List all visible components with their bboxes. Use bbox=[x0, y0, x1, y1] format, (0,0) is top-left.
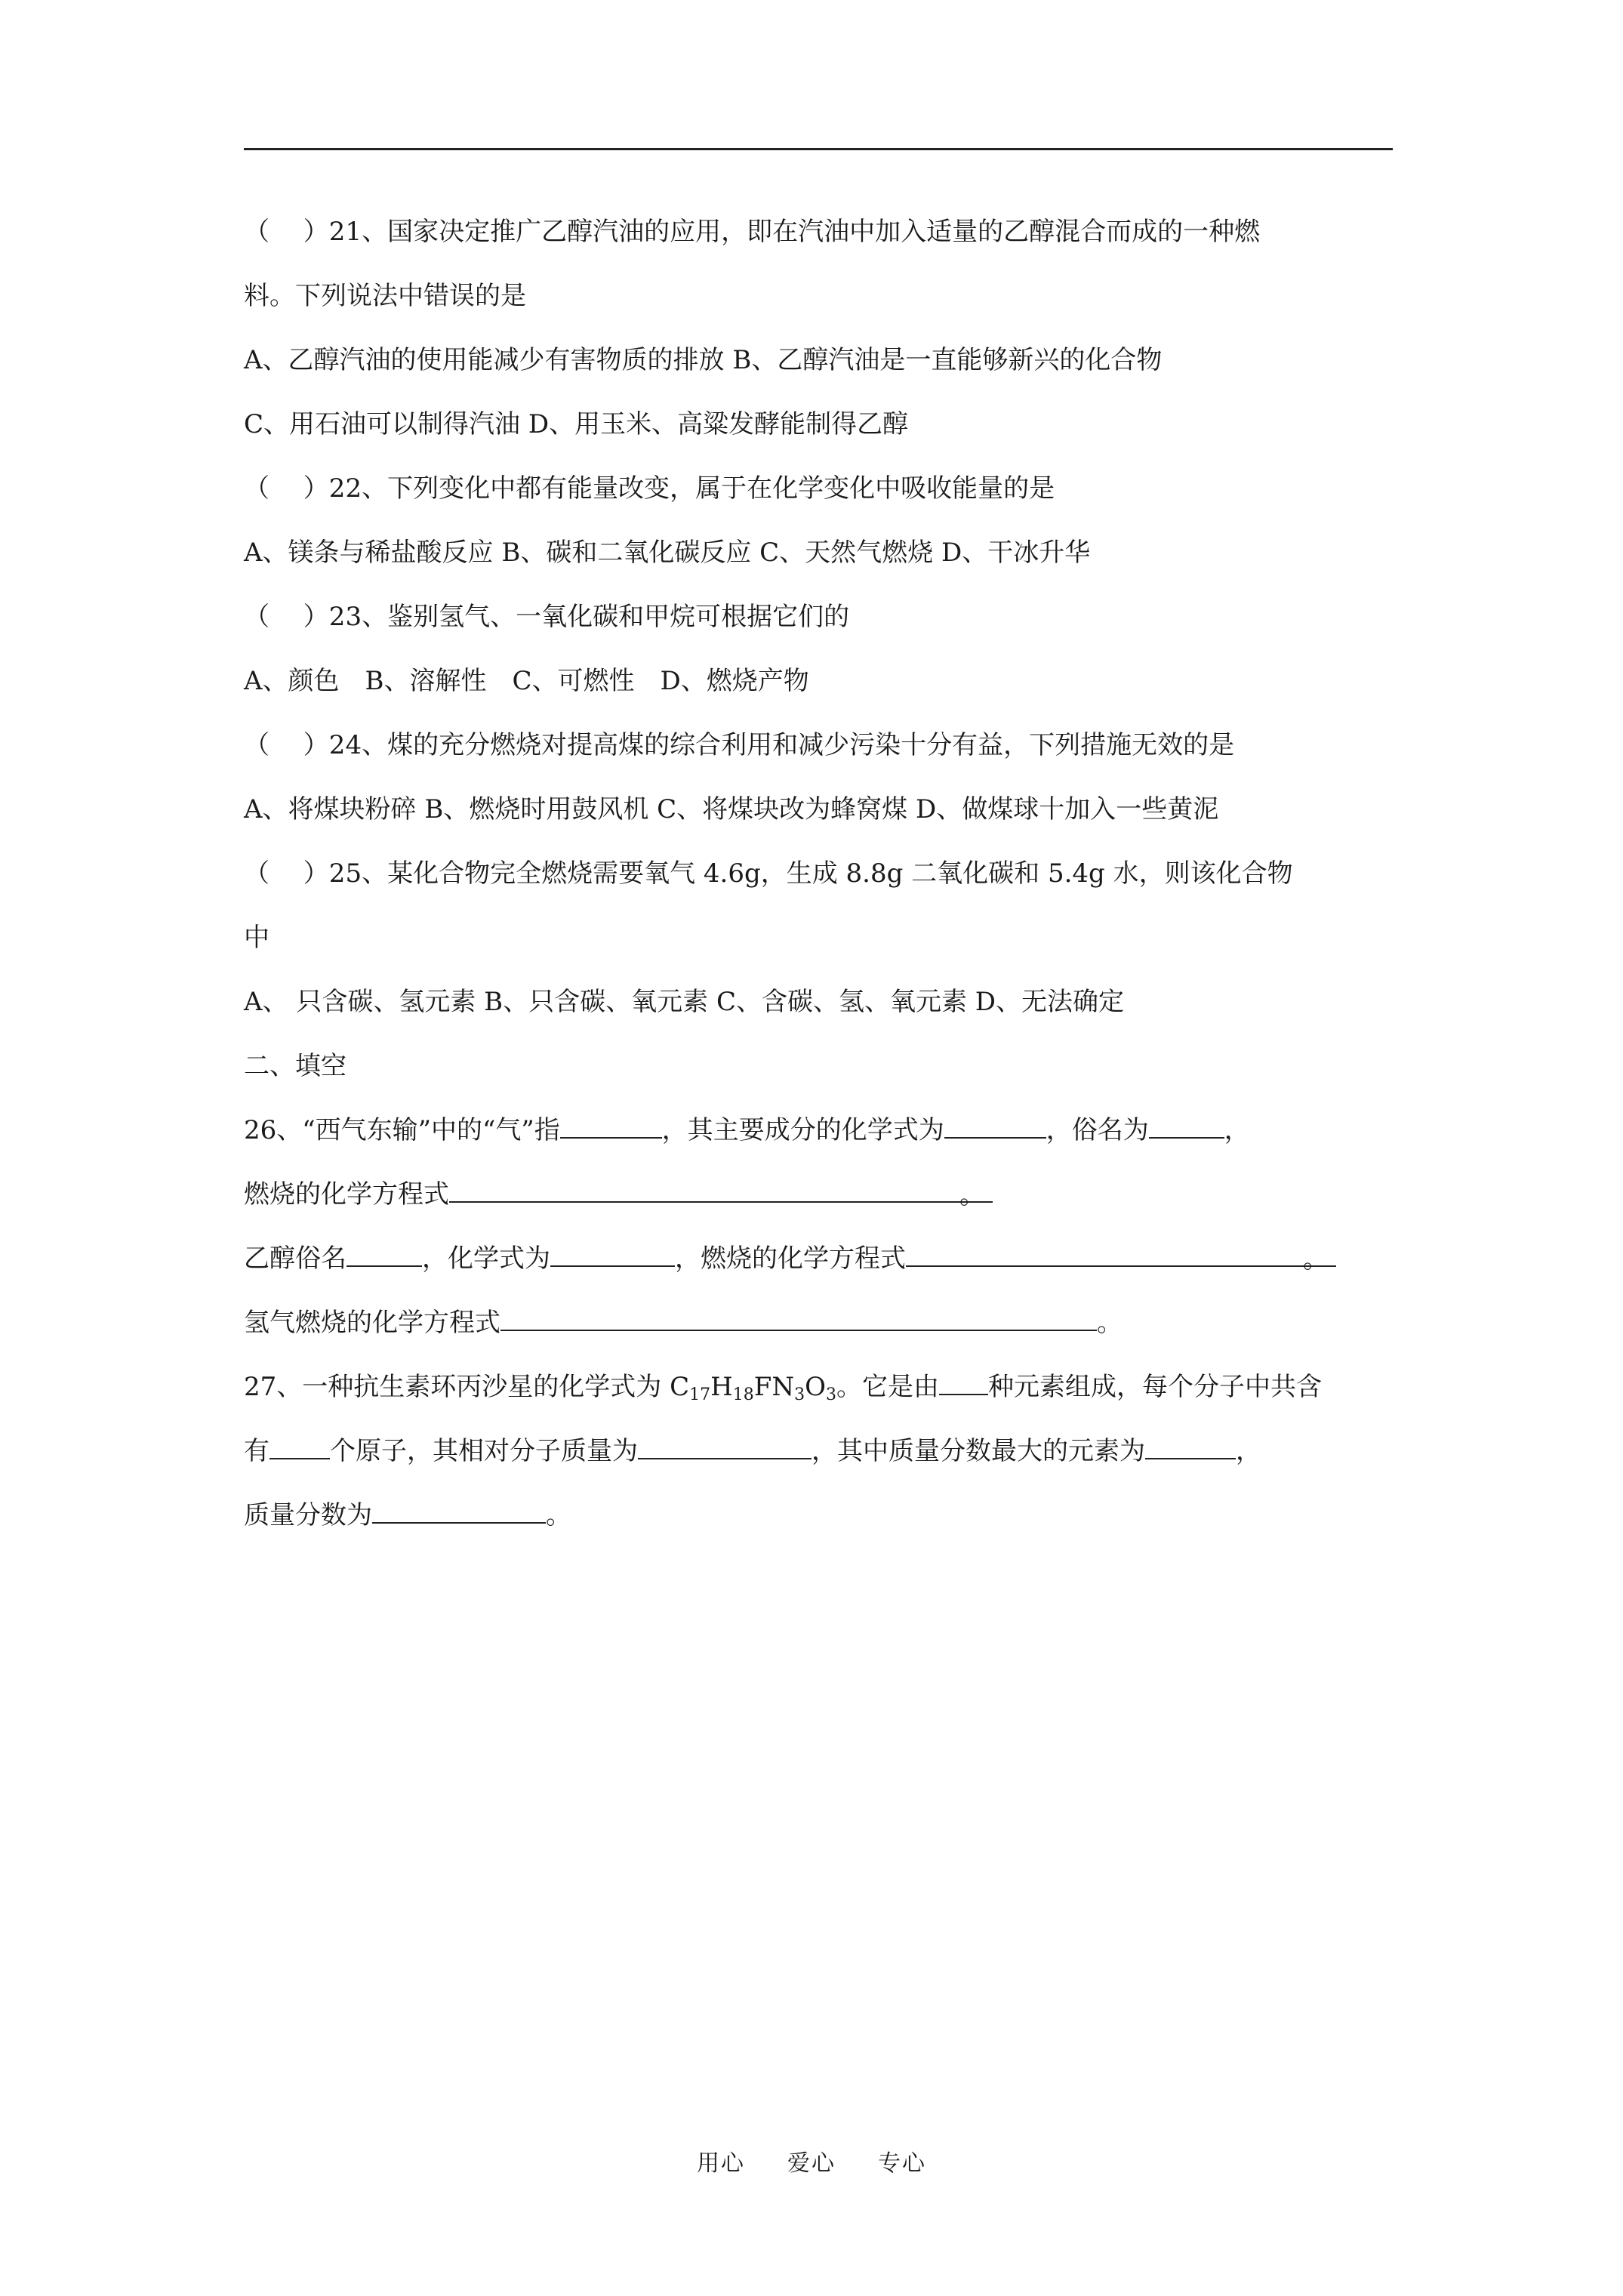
q22-stem: （ ）22、下列变化中都有能量改变，属于在化学变化中吸收能量的是 bbox=[244, 473, 1055, 504]
q26-period-2: 。 bbox=[1303, 1244, 1329, 1274]
section-title-fill-in: 二、填空 bbox=[244, 1051, 346, 1081]
q21-stem-line2: 料。下列说法中错误的是 bbox=[244, 281, 526, 311]
q27-sub-n: 3 bbox=[794, 1385, 805, 1404]
q23-stem: （ ）23、鉴别氢气、一氧化碳和甲烷可根据它们的 bbox=[244, 602, 850, 632]
q26-period-3: 。 bbox=[1097, 1308, 1123, 1338]
q26-text-6: 乙醇俗名 bbox=[244, 1244, 346, 1274]
q26-line2 bbox=[244, 1178, 993, 1211]
q27-text-8: 质量分数为 bbox=[244, 1500, 372, 1530]
q27-text-7: ， bbox=[1236, 1436, 1261, 1466]
q26-text-7: ，化学式为 bbox=[422, 1244, 550, 1274]
q26-period-1: 。 bbox=[959, 1180, 985, 1210]
q26-blank-common-name[interactable] bbox=[1149, 1114, 1224, 1139]
q27-period: 。 bbox=[546, 1500, 571, 1530]
q25-stem-line2: 中 bbox=[244, 923, 269, 953]
q27-text-h: H bbox=[710, 1372, 733, 1402]
q27-text-4: 有 bbox=[244, 1436, 269, 1466]
q21-options-cd: C、用石油可以制得汽油 D、用玉米、高粱发酵能制得乙醇 bbox=[244, 409, 909, 439]
q27-text-2: 。它是由 bbox=[836, 1372, 939, 1402]
q24-options: A、将煤块粉碎 B、燃烧时用鼓风机 C、将煤块改为蜂窝煤 D、做煤球十加入一些黄泥 bbox=[244, 794, 1219, 824]
q21-options-ab: A、乙醇汽油的使用能减少有害物质的排放 B、乙醇汽油是一直能够新兴的化合物 bbox=[244, 345, 1163, 375]
page-footer bbox=[0, 2144, 1623, 2177]
q26-text-9: 氢气燃烧的化学方程式 bbox=[244, 1308, 500, 1338]
q26-blank-ethanol-formula[interactable] bbox=[550, 1243, 675, 1267]
q21-stem-line1: （ ）21、国家决定推广乙醇汽油的应用，即在汽油中加入适量的乙醇混合而成的一种燃 bbox=[244, 217, 1261, 247]
q26-text-8: ，燃烧的化学方程式 bbox=[675, 1244, 906, 1274]
q24-stem: （ ）24、煤的充分燃烧对提高煤的综合利用和减少污染十分有益，下列措施无效的是 bbox=[244, 730, 1235, 760]
footer-text-2: 爱心 bbox=[787, 2150, 836, 2177]
q23-options: A、颜色 B、溶解性 C、可燃性 D、燃烧产物 bbox=[244, 666, 809, 696]
q26-text-3: ，俗名为 bbox=[1046, 1115, 1149, 1145]
q26-line4 bbox=[244, 1306, 1123, 1339]
q27-text-3: 种元素组成，每个分子中共含 bbox=[987, 1372, 1322, 1402]
q25-options: A、 只含碳、氢元素 B、只含碳、氧元素 C、含碳、氢、氧元素 D、无法确定 bbox=[244, 987, 1125, 1017]
q27-line2 bbox=[244, 1435, 1261, 1468]
q26-blank-equation-3[interactable] bbox=[500, 1307, 1097, 1331]
q26-blank-gas[interactable] bbox=[560, 1114, 662, 1139]
q27-blank-atom-count[interactable] bbox=[269, 1435, 330, 1459]
q26-text-4: ， bbox=[1224, 1115, 1250, 1145]
q27-text-o: O bbox=[805, 1372, 826, 1402]
q26-line3 bbox=[244, 1242, 1336, 1275]
q27-line3 bbox=[244, 1499, 571, 1532]
q27-sub-o: 3 bbox=[825, 1385, 836, 1404]
q26-blank-formula[interactable] bbox=[944, 1114, 1046, 1139]
footer-text-3: 专心 bbox=[878, 2150, 926, 2177]
footer-text-1: 用心 bbox=[697, 2150, 745, 2177]
q26-blank-equation-2[interactable] bbox=[906, 1243, 1336, 1274]
q27-text-fn: FN bbox=[753, 1372, 795, 1402]
q26-text-1: 26、“西气东输”中的“气”指 bbox=[244, 1115, 560, 1145]
q27-text-6: ，其中质量分数最大的元素为 bbox=[812, 1436, 1145, 1466]
q26-blank-ethanol-name[interactable] bbox=[346, 1243, 422, 1267]
q26-text-5: 燃烧的化学方程式 bbox=[244, 1179, 449, 1210]
header-rule bbox=[244, 148, 1393, 150]
q26-line1 bbox=[244, 1114, 1250, 1147]
q27-blank-molar-mass[interactable] bbox=[638, 1435, 812, 1459]
q27-sub-c: 17 bbox=[689, 1385, 711, 1404]
q27-line1 bbox=[244, 1370, 1322, 1404]
q27-text-1: 27、一种抗生素环丙沙星的化学式为 C bbox=[244, 1372, 690, 1402]
q27-blank-mass-fraction[interactable] bbox=[372, 1499, 546, 1524]
q22-options: A、镁条与稀盐酸反应 B、碳和二氧化碳反应 C、天然气燃烧 D、干冰升华 bbox=[244, 538, 1091, 568]
q27-sub-h: 18 bbox=[732, 1385, 754, 1404]
q25-stem-line1: （ ）25、某化合物完全燃烧需要氧气 4.6g，生成 8.8g 二氧化碳和 5.4g 水，则该化合物 bbox=[244, 858, 1293, 889]
q26-blank-equation-1[interactable] bbox=[449, 1179, 993, 1210]
q27-text-5: 个原子，其相对分子质量为 bbox=[330, 1436, 638, 1466]
q26-text-2: ，其主要成分的化学式为 bbox=[661, 1115, 944, 1145]
q27-blank-max-element[interactable] bbox=[1145, 1435, 1236, 1459]
q27-blank-element-count[interactable] bbox=[939, 1371, 988, 1395]
